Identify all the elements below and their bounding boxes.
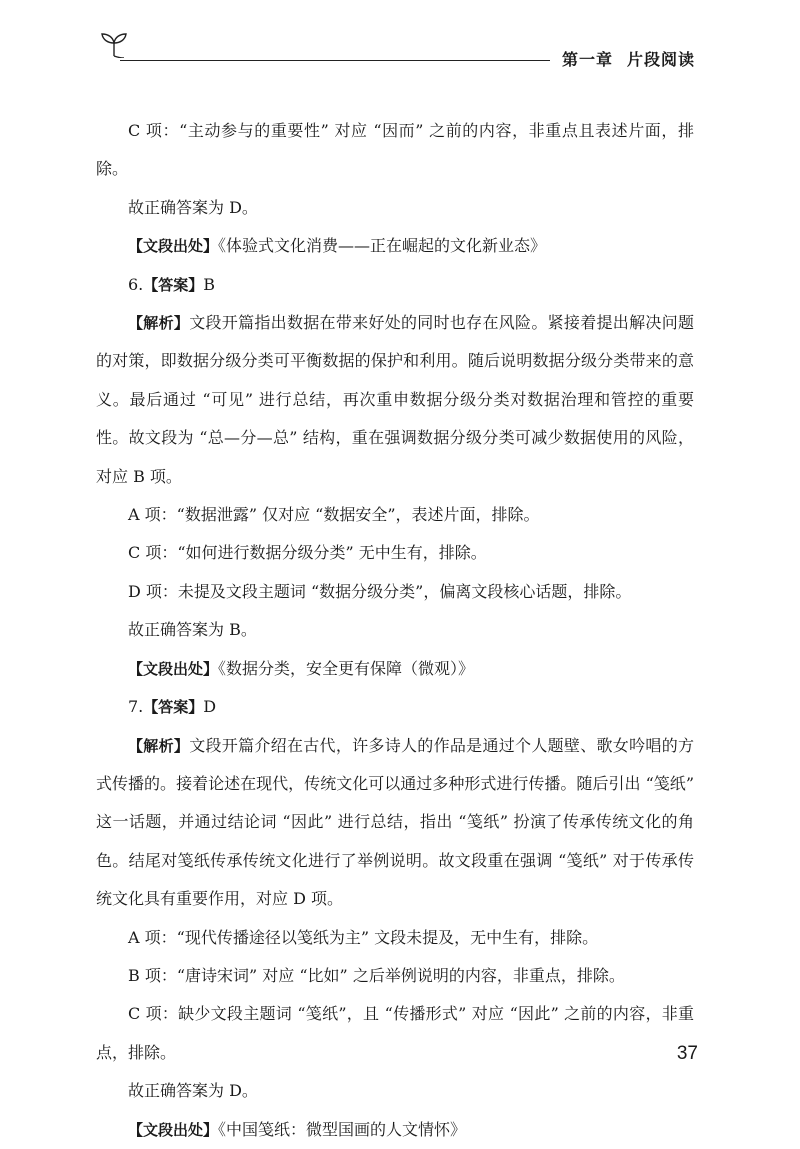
answer-letter: B: [203, 274, 216, 294]
source-tag: 【文段出处】: [128, 1120, 219, 1139]
option-explanation: B 项：“唐诗宋词” 对应 “比如” 之后举例说明的内容，非重点，排除。: [128, 965, 625, 985]
question-number: 6.: [128, 274, 144, 294]
paragraph: 故正确答案为 D。: [128, 1081, 258, 1101]
question-number: 7.: [128, 697, 144, 717]
answer-tag: 【答案】: [143, 698, 204, 717]
option-explanation: C 项：“如何进行数据分级分类” 无中生有，排除。: [128, 543, 487, 563]
option-explanation: A 项：“现代传播途径以笺纸为主” 文段未提及，无中生有，排除。: [128, 927, 599, 947]
answer-explanations: [96, 112, 694, 1149]
paragraph: 故正确答案为 B。: [128, 620, 257, 640]
option-explanation: A 项：“数据泄露” 仅对应 “数据安全”，表述片面，排除。: [128, 505, 540, 525]
page-number: 37: [676, 1043, 698, 1064]
source-line: 【文段出处】《中国笺纸：微型国画的人文情怀》: [128, 1119, 467, 1139]
running-header: [0, 0, 800, 80]
section-name: 片段阅读: [627, 50, 696, 69]
option-explanation: D 项：未提及文段主题词 “数据分级分类”，偏离文段核心话题，排除。: [128, 581, 632, 601]
paragraph: C 项：“主动参与的重要性” 对应 “因而” 之前的内容，非重点且表述片面，排除。: [96, 121, 694, 179]
analysis-paragraph: 【解析】文段开篇介绍在古代，许多诗人的作品是通过个人题壁、歌女吟唱的方式传播的。接着论述在现代，传统文化可以通过多种形式进行传播。随后引出 “笺纸” 这一话题，并通过结论词 “因此” 进行总结，指出 “笺纸” 扮演了传承传统文化的角色。结尾对笺纸传承传统文化进行了举例说明。故文段重在强调 “笺纸” 对于传承传统文化具有重要作用，对应 D 项。: [96, 735, 694, 909]
source-line: 【文段出处】《体验式文化消费——正在崛起的文化新业态》: [128, 236, 547, 256]
sprout-leaf-icon: [98, 30, 130, 58]
header-rule: [120, 60, 550, 61]
chapter-title: [562, 47, 695, 70]
option-explanation: C 项：缺少文段主题词 “笺纸”，且 “传播形式” 对应 “因此” 之前的内容，非重点，排除。: [96, 1004, 694, 1062]
analysis-tag: 【解析】: [128, 736, 190, 755]
answer-letter: D: [203, 697, 217, 717]
analysis-tag: 【解析】: [128, 314, 190, 333]
source-tag: 【文段出处】: [128, 659, 219, 678]
answer-tag: 【答案】: [143, 275, 204, 294]
answer-line: [96, 688, 694, 726]
answer-line: [96, 266, 694, 304]
source-tag: 【文段出处】: [128, 237, 219, 256]
paragraph: 故正确答案为 D。: [128, 197, 258, 217]
analysis-paragraph: 【解析】文段开篇指出数据在带来好处的同时也存在风险。紧接着提出解决问题的对策，即数据分级分类可平衡数据的保护和利用。随后说明数据分级分类带来的意义。最后通过 “可见” 进行总结，再次重申数据分级分类对数据治理和管控的重要性。故文段为 “总—分—总” 结构，重在强调数据分级分类可减少数据使用的风险，对应 B 项。: [96, 313, 694, 486]
source-line: 【文段出处】《数据分类，安全更有保障（微观）》: [128, 658, 475, 678]
chapter-number: 第一章: [562, 50, 614, 69]
